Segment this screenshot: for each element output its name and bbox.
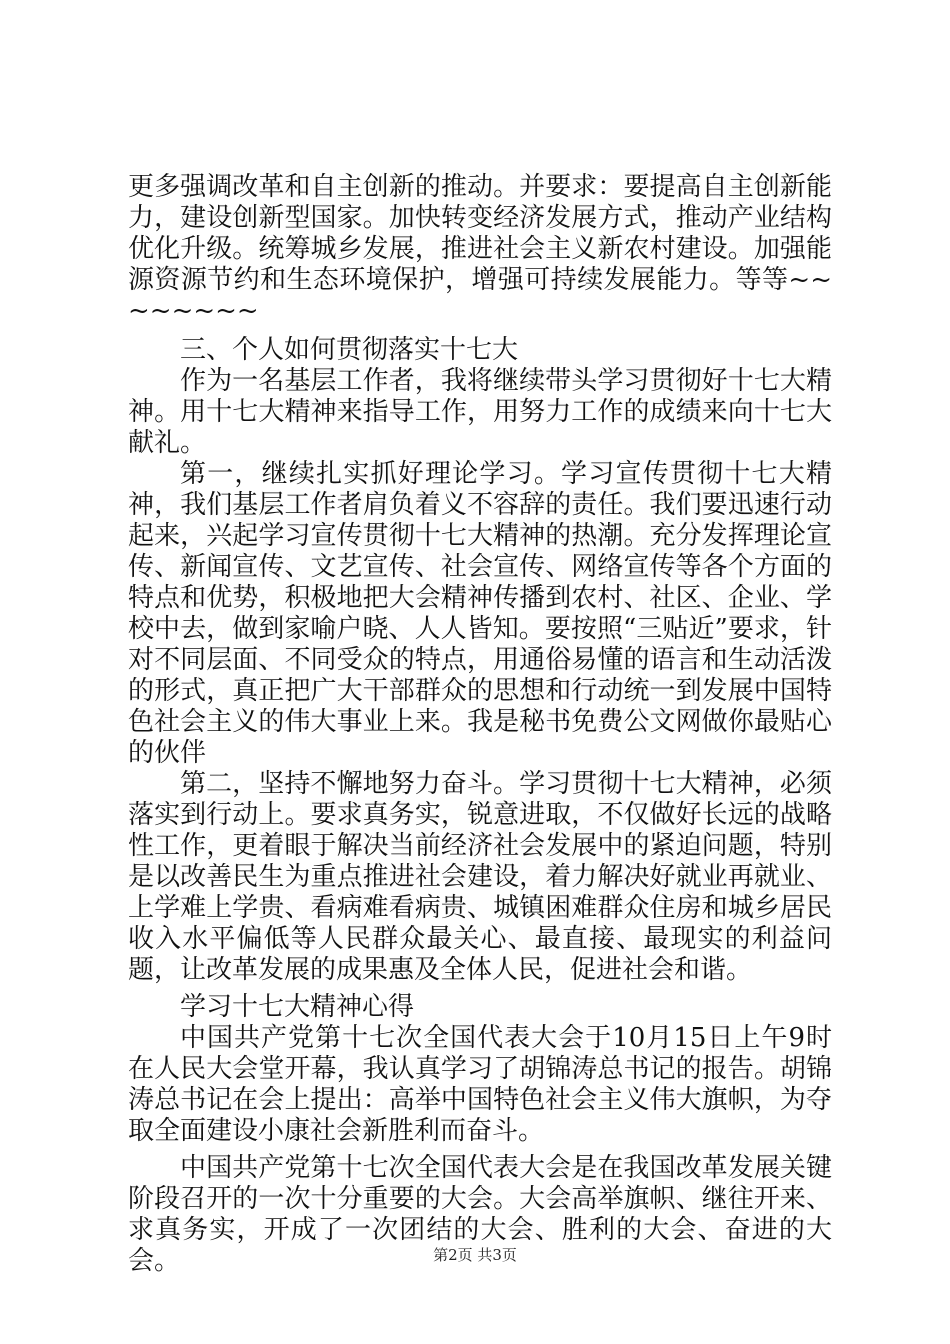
paragraph: 作为一名基层工作者，我将继续带头学习贯彻好十七大精神。用十七大精神来指导工作，用努力工作的成绩来向十七大献礼。 [128,366,832,458]
page-indicator: 第2页 共3页 [433,1246,517,1264]
paragraph: 中国共产党第十七次全国代表大会是在我国改革发展关键阶段召开的一次十分重要的大会。大会高举旗帜、继往开来、求真务实，开成了一次团结的大会、胜利的大会、奋进的大会。 [128,1153,832,1276]
article-title: 学习十七大精神心得 [180,992,415,1022]
paragraph: 中国共产党第十七次全国代表大会于10月15日上午9时在人民大会堂开幕，我认真学习了胡锦涛总书记的报告。胡锦涛总书记在会上提出：高举中国特色社会主义伟大旗帜，为夺取全面建设小康社会新胜利而奋斗。 [128,1023,832,1146]
section-heading: 三、个人如何贯彻落实十七大 [180,335,519,365]
paragraph: 第二，坚持不懈地努力奋斗。学习贯彻十七大精神，必须落实到行动上。要求真务实，锐意进取，不仅做好长远的战略性工作，更着眼于解决当前经济社会发展中的紧迫问题，特别是以改善民生为重点推进社会建设，着力解决好就业再就业、上学难上学贵、看病难看病贵、城镇困难群众住房和城乡居民收入水平偏低等人民群众最关心、最直接、最现实的利益问题，让改革发展的成果惠及全体人民，促进社会和谐。 [128,769,832,985]
paragraph: 第一，继续扎实抓好理论学习。学习宣传贯彻十七大精神，我们基层工作者肩负着义不容辞的责任。我们要迅速行动起来，兴起学习宣传贯彻十七大精神的热潮。充分发挥理论宣传、新闻宣传、文艺宣传、社会宣传、网络宣传等各个方面的特点和优势，积极地把大会精神传播到农村、社区、企业、学校中去，做到家喻户晓、人人皆知。要按照“三贴近”要求，针对不同层面、不同受众的特点，用通俗易懂的语言和生动活泼的形式，真正把广大干部群众的思想和行动统一到发展中国特色社会主义的伟大事业上来。我是秘书免费公文网做你最贴心的伙伴 [128,459,832,768]
document-body [128,172,832,1277]
paragraph-continuation: 更多强调改革和自主创新的推动。并要求：要提高自主创新能力，建设创新型国家。加快转变经济发展方式，推动产业结构优化升级。统筹城乡发展，推进社会主义新农村建设。加强能源资源节约和生态环境保护，增强可持续发展能力。等等~~~~~~~~ [128,172,832,326]
page-footer [0,1244,950,1265]
